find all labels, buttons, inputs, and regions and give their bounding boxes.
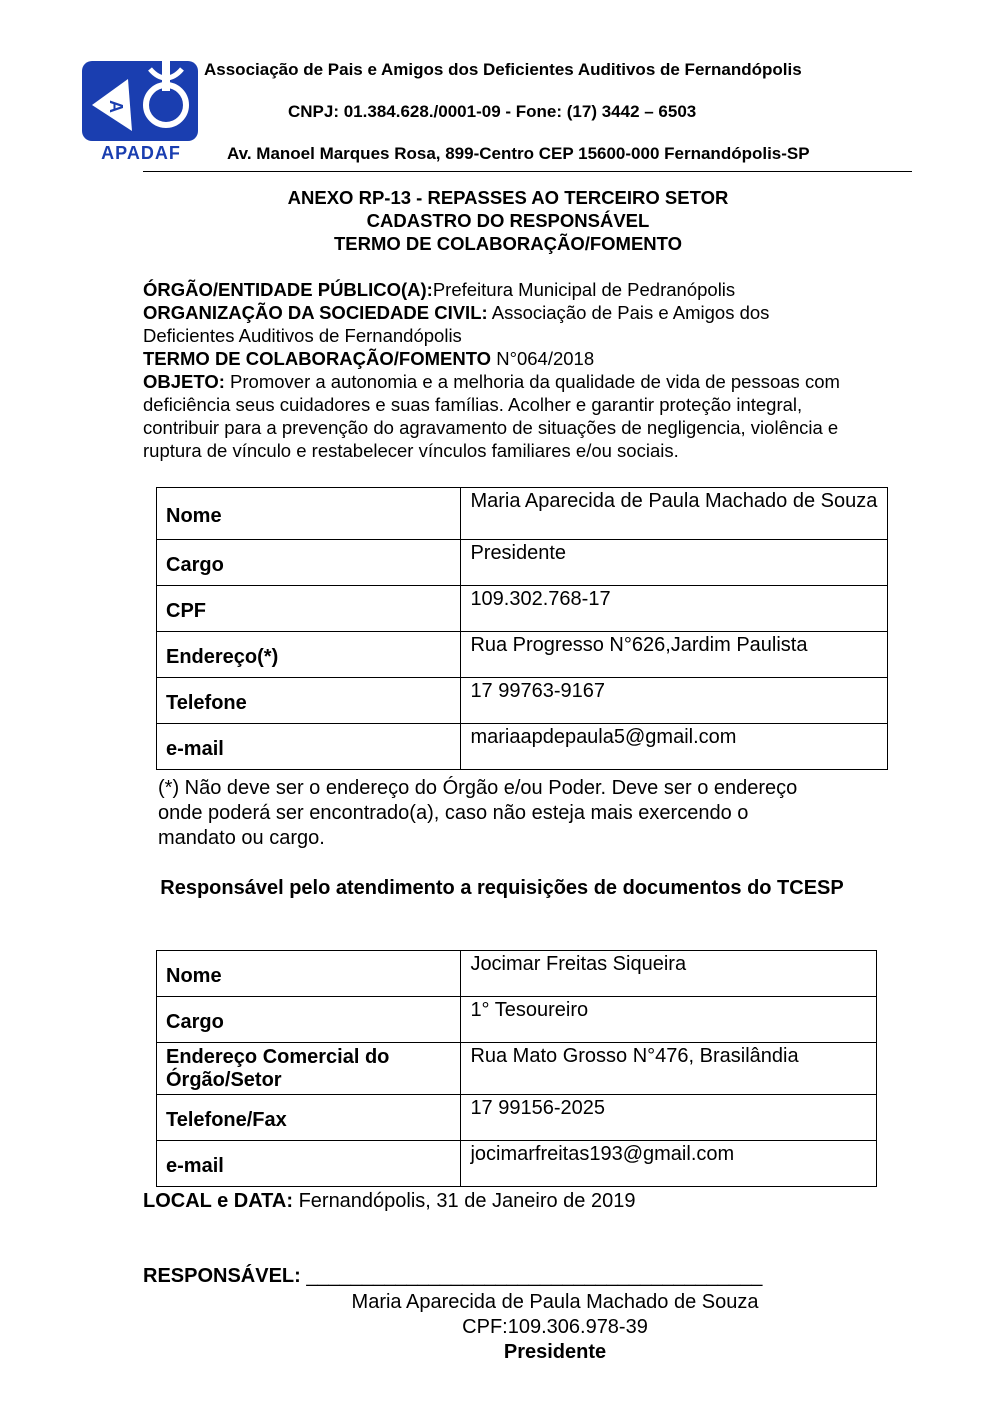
signatory-role: Presidente (503, 1341, 607, 1363)
osc-line (143, 301, 863, 347)
table-row (157, 678, 888, 724)
row-value: 17 99156-2025 (461, 1095, 877, 1141)
osc-label: ORGANIZAÇÃO DA SOCIEDADE CIVIL: (143, 302, 488, 323)
org-cnpj-phone: CNPJ: 01.384.628./0001-09 - Fone: (17) 3442 – 6503 (288, 102, 697, 121)
row-label: e-mail (157, 724, 461, 770)
objeto-label: OBJETO: (143, 371, 225, 392)
termo-value: N°064/2018 (496, 348, 595, 369)
row-label: Nome (157, 951, 461, 997)
title-termo: TERMO DE COLABORAÇÃO/FOMENTO (333, 233, 683, 254)
orgao-value: Prefeitura Municipal de Pedranópolis (432, 279, 736, 300)
objeto-value: Promover a autonomia e a melhoria da qualidade de vida de pessoas com deficiência seus cuidadores e suas famílias. Acolher e garantir proteção integral, contribuir para a prevenção do agravamento de situações de negligencia, violência e ruptura de vínculo e restabelecer vínculos familiares e/ou sociais. (143, 371, 840, 461)
address-note: (*) Não deve ser o endereço do Órgão e/ou Poder. Deve ser o endereço onde poderá ser encontrado(a), caso não esteja mais exercendo o mandato ou cargo. (158, 777, 798, 849)
svg-text:A: A (106, 100, 126, 113)
signature-line (143, 1265, 762, 1288)
row-label: Cargo (157, 540, 461, 586)
orgao-line (143, 278, 883, 301)
signatory-name: Maria Aparecida de Paula Machado de Souza (351, 1291, 759, 1313)
row-label: Telefone (157, 678, 461, 724)
table-row (157, 951, 877, 997)
row-value: 109.302.768-17 (461, 586, 888, 632)
termo-label: TERMO DE COLABORAÇÃO/FOMENTO (143, 348, 492, 369)
table-row (157, 724, 888, 770)
row-value: jocimarfreitas193@gmail.com (461, 1141, 877, 1187)
row-label: Telefone/Fax (157, 1095, 461, 1141)
table-row (157, 540, 888, 586)
row-value: Rua Mato Grosso N°476, Brasilândia (461, 1043, 877, 1095)
row-value: mariaapdepaula5@gmail.com (461, 724, 888, 770)
row-value: Jocimar Freitas Siqueira (461, 951, 877, 997)
local-data-label: LOCAL e DATA: (143, 1190, 293, 1212)
orgao-label: ÓRGÃO/ENTIDADE PÚBLICO(A): (143, 279, 433, 300)
row-value: Maria Aparecida de Paula Machado de Souza (461, 488, 888, 540)
row-value: Presidente (461, 540, 888, 586)
objeto-line (143, 370, 878, 462)
table-row (157, 1043, 877, 1095)
table-row (157, 1141, 877, 1187)
signature-label: RESPONSÁVEL: (143, 1265, 301, 1287)
row-label: Nome (157, 488, 461, 540)
row-label: Endereço Comercial do Órgão/Setor (157, 1043, 461, 1095)
row-value: 1° Tesoureiro (461, 997, 877, 1043)
org-name: Associação de Pais e Amigos dos Deficientes Auditivos de Fernandópolis (204, 60, 802, 79)
logo-wordmark: APADAF (101, 143, 181, 163)
signatory-cpf: CPF:109.306.978-39 (462, 1316, 648, 1338)
local-data (143, 1190, 635, 1213)
table-row (157, 1095, 877, 1141)
apadaf-logo (82, 61, 198, 163)
row-label: e-mail (157, 1141, 461, 1187)
org-address: Av. Manoel Marques Rosa, 899-Centro CEP 15600-000 Fernandópolis-SP (227, 144, 810, 163)
local-data-value: Fernandópolis, 31 de Janeiro de 2019 (298, 1190, 636, 1212)
row-value: Rua Progresso N°626,Jardim Paulista (461, 632, 888, 678)
tcesp-table (156, 950, 877, 1187)
title-annex: ANEXO RP-13 - REPASSES AO TERCEIRO SETOR (287, 187, 729, 208)
row-label: CPF (157, 586, 461, 632)
signature-underline: _________________________________________ (306, 1265, 763, 1287)
table-row (157, 632, 888, 678)
row-label: Endereço(*) (157, 632, 461, 678)
table-row (157, 586, 888, 632)
tcesp-heading: Responsável pelo atendimento a requisições de documentos do TCESP (160, 877, 844, 899)
table-row (157, 997, 877, 1043)
row-label: Cargo (157, 997, 461, 1043)
table-row (157, 488, 888, 540)
row-value: 17 99763-9167 (461, 678, 888, 724)
termo-line (143, 347, 883, 370)
header-divider (143, 171, 912, 172)
osc-value: Associação de Pais e Amigos dos Deficientes Auditivos de Fernandópolis (143, 302, 770, 346)
responsavel-table (156, 487, 888, 770)
title-cadastro: CADASTRO DO RESPONSÁVEL (366, 210, 650, 231)
